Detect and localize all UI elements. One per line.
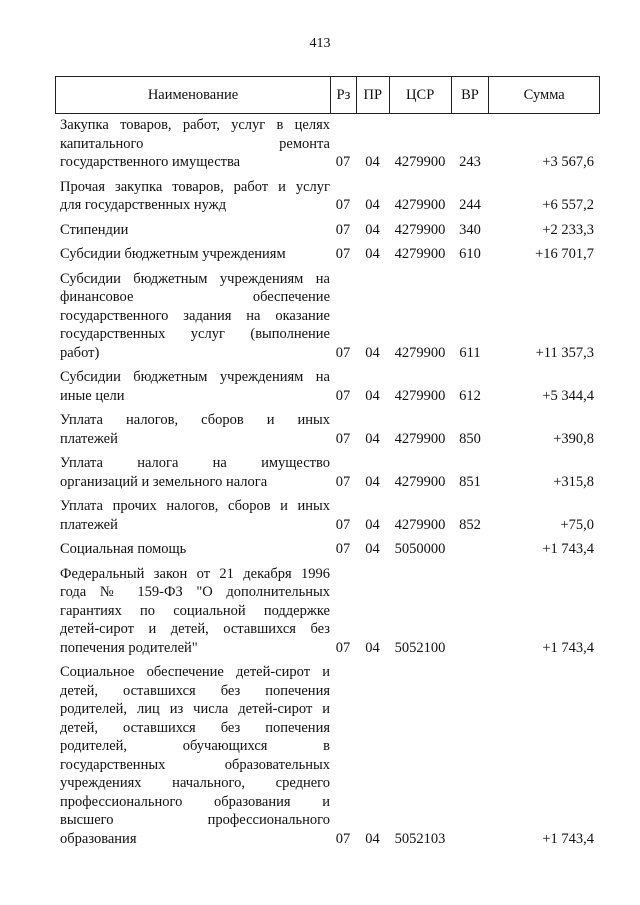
row-name-line: Федеральный закон от 21 декабря 1996 xyxy=(60,565,330,582)
row-rz: 07 xyxy=(335,516,351,533)
row-rz: 07 xyxy=(335,344,351,361)
table-row xyxy=(55,540,600,559)
row-name-line: Уплата прочих налогов, сборов и иных xyxy=(60,498,330,514)
row-sum: +390,8 xyxy=(553,430,594,447)
table-row xyxy=(55,454,600,491)
row-name-line: попечения родителей" xyxy=(60,639,198,656)
row-rz: 07 xyxy=(335,639,351,656)
row-csr: 4279900 xyxy=(394,154,446,170)
row-name xyxy=(55,178,330,215)
row-pr: 04 xyxy=(365,541,380,557)
row-name-line: детей-сирот и детей, оставшихся без xyxy=(60,621,330,637)
row-sum: +2 233,3 xyxy=(542,221,594,238)
row-csr: 4279900 xyxy=(394,473,446,490)
row-pr: 04 xyxy=(365,473,380,490)
row-csr: 4279900 xyxy=(394,344,446,361)
column-header-sum: Сумма xyxy=(488,77,599,113)
row-name xyxy=(55,270,330,363)
row-name-line: Уплата налогов, сборов и иных xyxy=(60,412,330,428)
row-rz: 07 xyxy=(335,430,351,447)
row-rz: 07 xyxy=(335,387,351,404)
row-vr: 851 xyxy=(459,473,481,490)
row-sum: +75,0 xyxy=(560,516,594,533)
row-name-line: капитального ремонта xyxy=(60,135,330,152)
row-name-line: Субсидии бюджетным учреждениям на xyxy=(60,369,330,385)
row-name-line: родителей, лиц из числа детей-сирот и xyxy=(60,701,330,717)
row-name xyxy=(55,454,330,491)
row-name-line: образования xyxy=(60,830,137,847)
row-name-line: детей, оставшихся без попечения xyxy=(60,719,330,736)
row-name-line: родителей, обучающихся в xyxy=(60,738,330,754)
row-csr: 5052100 xyxy=(394,639,446,656)
row-vr: 612 xyxy=(459,387,481,404)
column-header-csr: ЦСР xyxy=(389,77,451,113)
row-name-line: государственного имущества xyxy=(60,154,241,170)
row-pr: 04 xyxy=(365,430,380,447)
row-name-line: года № 159-ФЗ "О дополнительных xyxy=(60,584,330,600)
row-name xyxy=(55,245,330,264)
row-name-line: государственных образовательных xyxy=(60,756,330,773)
row-rz: 07 xyxy=(335,154,351,170)
row-csr: 4279900 xyxy=(394,387,446,404)
page-number: 413 xyxy=(309,36,331,51)
row-name xyxy=(55,663,330,848)
column-header-rz: Рз xyxy=(330,77,356,113)
row-name-line: профессионального образования и xyxy=(60,793,330,810)
table-row xyxy=(55,368,600,405)
row-rz: 07 xyxy=(335,830,351,847)
row-name-line: Субсидии бюджетным учреждениям xyxy=(60,246,286,262)
row-pr: 04 xyxy=(365,387,380,404)
row-csr: 4279900 xyxy=(394,246,446,262)
row-pr: 04 xyxy=(365,830,380,847)
row-vr: 244 xyxy=(459,197,481,213)
column-header-name: Наименование xyxy=(147,86,239,103)
row-sum: +1 743,4 xyxy=(542,541,594,557)
row-pr: 04 xyxy=(365,516,380,533)
table-row xyxy=(55,565,600,658)
row-pr: 04 xyxy=(365,221,380,238)
row-name xyxy=(55,565,330,658)
row-pr: 04 xyxy=(365,197,380,213)
row-name xyxy=(55,116,330,172)
row-sum: +1 743,4 xyxy=(542,639,594,656)
row-name-line: платежей xyxy=(60,430,118,447)
row-vr: 852 xyxy=(459,516,481,533)
row-vr: 610 xyxy=(459,246,481,262)
row-sum: +1 743,4 xyxy=(542,830,594,847)
row-rz: 07 xyxy=(335,221,351,238)
row-pr: 04 xyxy=(365,344,380,361)
row-name-line: гарантиях по социальной поддержке xyxy=(60,602,330,619)
row-name-line: платежей xyxy=(60,516,118,533)
row-name-line: иные цели xyxy=(60,387,125,404)
row-name-line: работ) xyxy=(60,344,100,361)
row-csr: 4279900 xyxy=(394,516,446,533)
row-sum: +6 557,2 xyxy=(542,197,594,213)
row-name xyxy=(55,411,330,448)
row-name-line: высшего профессионального xyxy=(60,812,330,828)
column-header-vr: ВР xyxy=(451,77,489,113)
row-rz: 07 xyxy=(335,197,351,213)
row-sum: +315,8 xyxy=(553,473,594,490)
table-row xyxy=(55,411,600,448)
row-name xyxy=(55,221,330,240)
row-vr: 340 xyxy=(459,221,481,238)
row-rz: 07 xyxy=(335,246,351,262)
row-name-line: организаций и земельного налога xyxy=(60,473,268,490)
table-row xyxy=(55,663,600,848)
row-name xyxy=(55,540,330,559)
row-name-line: Прочая закупка товаров, работ и услуг xyxy=(60,178,330,195)
row-csr: 4279900 xyxy=(394,221,446,238)
row-name xyxy=(55,497,330,534)
row-csr: 5052103 xyxy=(394,830,446,847)
table-header xyxy=(55,76,600,114)
row-csr: 5050000 xyxy=(394,541,446,557)
table-row xyxy=(55,178,600,215)
row-name-line: Субсидии бюджетным учреждениям на xyxy=(60,270,330,287)
row-csr: 4279900 xyxy=(394,430,446,447)
row-vr: 611 xyxy=(459,344,481,361)
row-rz: 07 xyxy=(335,473,351,490)
table-row xyxy=(55,497,600,534)
row-vr: 243 xyxy=(459,154,481,170)
row-sum: +16 701,7 xyxy=(535,246,594,262)
row-sum: +3 567,6 xyxy=(542,154,594,170)
row-name-line: государственного задания на оказание xyxy=(60,307,330,324)
row-pr: 04 xyxy=(365,246,380,262)
row-pr: 04 xyxy=(365,639,380,656)
row-name-line: государственных услуг (выполнение xyxy=(60,326,330,342)
row-vr: 850 xyxy=(459,430,481,447)
table-row xyxy=(55,245,600,264)
table-row xyxy=(55,270,600,363)
row-name-line: для государственных нужд xyxy=(60,197,227,213)
row-name-line: Стипендии xyxy=(60,221,129,238)
row-name-line: Уплата налога на имущество xyxy=(60,455,330,471)
row-name-line: детей, оставшихся без попечения xyxy=(60,682,330,699)
row-pr: 04 xyxy=(365,154,380,170)
row-sum: +5 344,4 xyxy=(542,387,594,404)
table-body xyxy=(55,116,600,854)
table-row xyxy=(55,221,600,240)
row-name-line: Социальное обеспечение детей-сирот и xyxy=(60,664,330,680)
row-rz: 07 xyxy=(335,541,351,557)
column-header-pr: ПР xyxy=(356,77,389,113)
row-csr: 4279900 xyxy=(394,197,446,213)
row-name-line: Закупка товаров, работ, услуг в целях xyxy=(60,117,330,133)
row-sum: +11 357,3 xyxy=(535,344,594,361)
table-row xyxy=(55,116,600,172)
row-name-line: учреждениях начального, среднего xyxy=(60,775,330,791)
row-name-line: финансовое обеспечение xyxy=(60,289,330,305)
row-name xyxy=(55,368,330,405)
row-name-line: Социальная помощь xyxy=(60,541,187,557)
